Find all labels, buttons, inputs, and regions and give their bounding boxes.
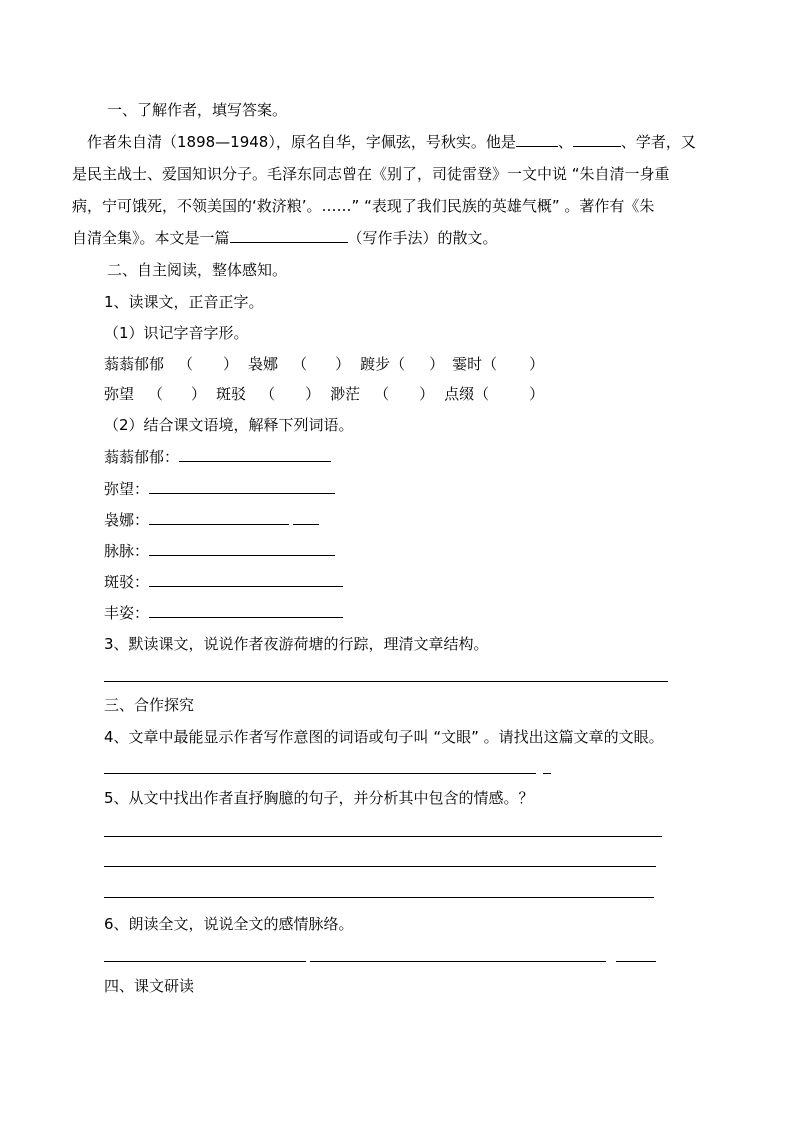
pinyin-item: 点缀（ ） <box>444 385 545 403</box>
author-intro-line3: 病，宁可饿死，不领美国的‘救济粮’。……” “表现了我们民族的英雄气概” 。著作有《朱 <box>72 197 655 215</box>
blank-title-2[interactable] <box>573 132 621 147</box>
term-answer-blank[interactable] <box>293 510 319 525</box>
term-label: 蓊蓊郁郁： <box>104 448 180 466</box>
pinyin-item: 霎时（ ） <box>452 355 545 373</box>
term-row <box>104 510 319 530</box>
answer-line[interactable] <box>408 866 512 867</box>
pinyin-item: 渺茫 （ ） <box>330 385 435 403</box>
answer-line[interactable] <box>400 961 576 962</box>
term-label: 脉脉： <box>104 542 150 560</box>
pinyin-item: 袅娜 （ ） <box>248 355 351 373</box>
question-1-2: （2）结合课文语境，解释下列词语。 <box>104 416 354 434</box>
term-answer-blank[interactable] <box>179 447 331 462</box>
section4-heading: 四、课文研读 <box>104 977 195 995</box>
term-answer-blank[interactable] <box>149 479 335 494</box>
question-1: 1、读课文，正音正字。 <box>104 293 264 311</box>
pinyin-row-2 <box>104 384 544 404</box>
term-row <box>104 572 343 592</box>
section3-heading: 三、合作探究 <box>104 696 195 714</box>
author-intro-line2: 是民主战士、爱国知识分子。毛泽东同志曾在《别了，司徒雷登》一文中说 “朱自清一身重 <box>72 165 670 183</box>
pinyin-row-1 <box>104 354 544 374</box>
blank-title-1[interactable] <box>516 132 558 147</box>
answer-line[interactable] <box>104 866 408 867</box>
author-intro-line1 <box>87 132 696 152</box>
pinyin-item: 踱步（ ） <box>360 355 445 373</box>
term-row <box>104 447 331 467</box>
pinyin-item: 弥望 （ ） <box>104 385 207 403</box>
question-6: 6、朗读全文，说说全文的感情脉络。 <box>104 915 354 933</box>
term-label: 丰姿： <box>104 604 150 622</box>
term-label: 斑驳： <box>104 573 150 591</box>
term-row <box>104 479 335 499</box>
author-intro-text-b: 、学者，又 <box>620 133 696 151</box>
term-answer-blank[interactable] <box>149 541 335 556</box>
section2-heading: 二、自主阅读，整体感知。 <box>107 261 288 279</box>
answer-line[interactable] <box>310 961 400 962</box>
answer-line[interactable] <box>576 961 606 962</box>
answer-line[interactable] <box>543 773 551 774</box>
question-4: 4、文章中最能显示作者写作意图的词语或句子叫 “文眼” 。请找出这篇文章的文眼。 <box>104 728 664 746</box>
term-answer-blank[interactable] <box>149 572 343 587</box>
question-3: 3、默读课文，说说作者夜游荷塘的行踪，理清文章结构。 <box>104 635 489 653</box>
term-answer-blank[interactable] <box>149 603 343 618</box>
answer-line[interactable] <box>534 836 662 837</box>
blank-writing-technique[interactable] <box>230 228 348 243</box>
answer-line[interactable] <box>544 897 654 898</box>
term-label: 弥望： <box>104 480 150 498</box>
section1-heading: 一、了解作者，填写答案。 <box>107 101 288 119</box>
term-answer-blank[interactable] <box>149 510 289 525</box>
term-row <box>104 541 335 561</box>
answer-line[interactable] <box>104 897 544 898</box>
answer-line[interactable] <box>338 681 668 682</box>
pinyin-item: 蓊蓊郁郁 （ ） <box>104 355 239 373</box>
answer-line[interactable] <box>512 866 656 867</box>
term-label: 袅娜： <box>104 511 150 529</box>
question-5: 5、从文中找出作者直抒胸臆的句子，并分析其中包含的情感。？ <box>104 789 534 807</box>
answer-line[interactable] <box>104 773 536 774</box>
separator: 、 <box>557 133 573 151</box>
answer-line[interactable] <box>104 681 338 682</box>
term-row <box>104 603 343 623</box>
author-intro-text-c: 自清全集》。本文是一篇 <box>72 229 230 247</box>
pinyin-item: 斑驳 （ ） <box>216 385 321 403</box>
answer-line[interactable] <box>616 961 656 962</box>
author-intro-text-d: （写作手法）的散文。 <box>347 229 498 247</box>
author-intro-line4 <box>72 228 498 248</box>
question-1-1: （1）识记字音字形。 <box>104 324 249 342</box>
answer-line[interactable] <box>104 836 534 837</box>
author-intro-text-a: 作者朱自清（1898—1948），原名自华，字佩弦，号秋实。他是 <box>87 133 516 151</box>
answer-line[interactable] <box>104 961 306 962</box>
